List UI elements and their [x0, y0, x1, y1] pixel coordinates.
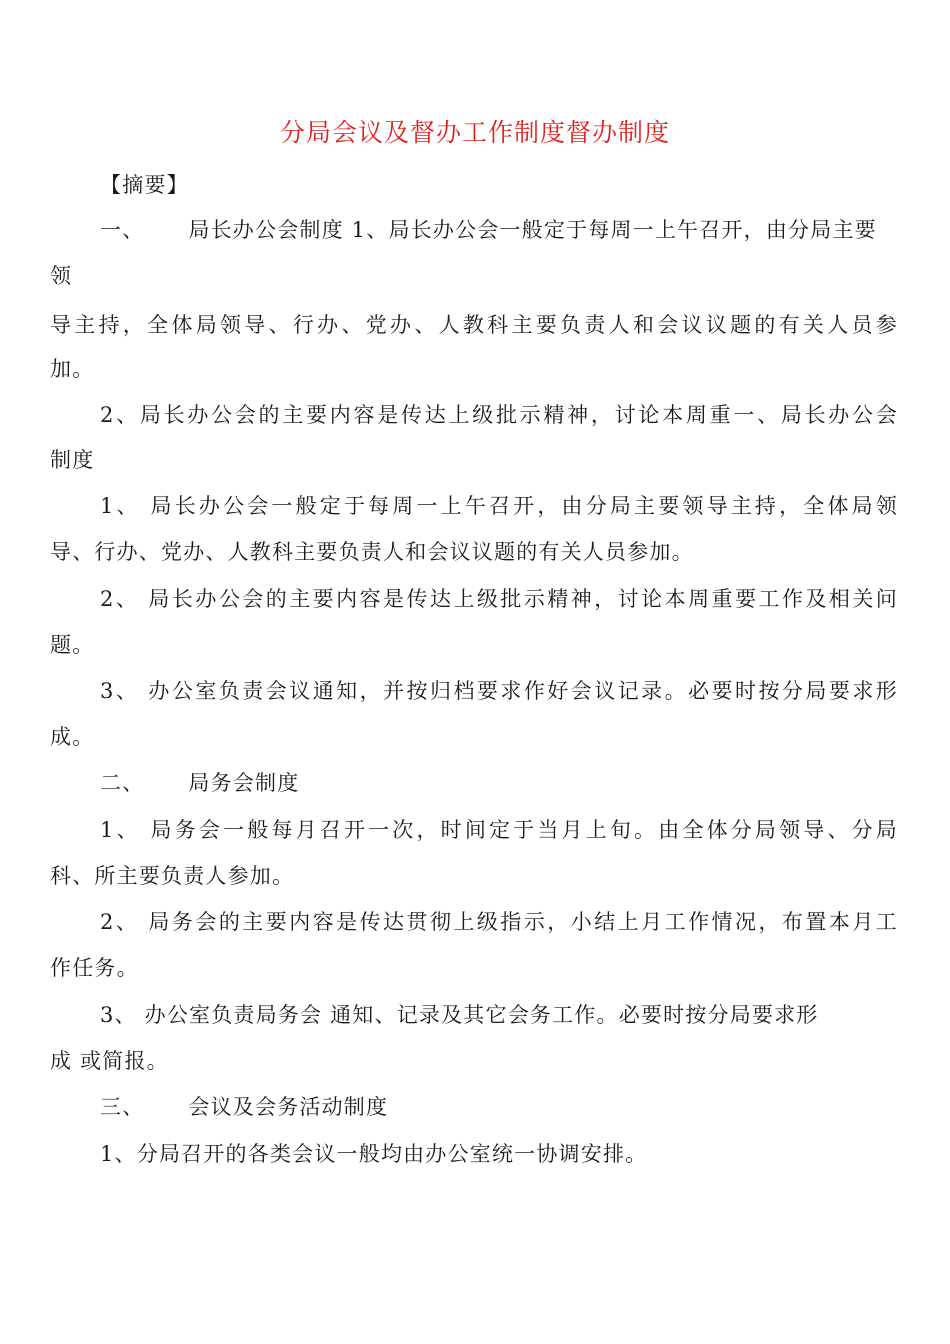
document-title: 分局会议及督办工作制度督办制度: [279, 118, 670, 147]
section-text: 会议及会务活动制度: [188, 1095, 389, 1119]
paragraph-line: 领: [50, 264, 73, 288]
paragraph-line: 成 或简报。: [50, 1049, 169, 1073]
abstract-label: 【摘要】: [100, 173, 189, 197]
paragraph-line: 2、 局务会的主要内容是传达贯彻上级指示，小结上月工作情况，布置本月工: [100, 910, 898, 934]
section-text: 局务会制度: [188, 771, 300, 795]
section-heading-1: [100, 215, 877, 245]
paragraph-line: 1、分局召开的各类会议一般均由办公室统一协调安排。: [100, 1142, 648, 1166]
section-number: 一、: [100, 218, 145, 242]
section-number: 三、: [100, 1095, 145, 1119]
section-number: 二、: [100, 771, 145, 795]
paragraph-line: 科、所主要负责人参加。: [50, 864, 295, 888]
paragraph-line: 成。: [50, 725, 95, 749]
paragraph-line: 2、 局长办公会的主要内容是传达上级批示精神，讨论本周重要工作及相关问: [100, 587, 898, 611]
section-heading-3: [100, 1092, 388, 1122]
paragraph-line: 加。: [50, 357, 95, 381]
paragraph-line: 制度: [50, 448, 95, 472]
paragraph-line: 导、行办、党办、人教科主要负责人和会议议题的有关人员参加。: [50, 540, 694, 564]
paragraph-line: 1、 局务会一般每月召开一次，时间定于当月上旬。由全体分局领导、分局: [100, 818, 898, 842]
paragraph-line: 2、局长办公会的主要内容是传达上级批示精神，讨论本周重一、局长办公会: [100, 403, 898, 427]
paragraph-line: 题。: [50, 633, 95, 657]
paragraph-line: 1、 局长办公会一般定于每周一上午召开，由分局主要领导主持，全体局领: [100, 494, 898, 518]
section-heading-2: [100, 768, 299, 798]
paragraph-line: 导主持，全体局领导、行办、党办、人教科主要负责人和会议议题的有关人员参: [50, 313, 898, 337]
paragraph-line: 3、 办公室负责会议通知，并按归档要求作好会议记录。必要时按分局要求形: [100, 679, 898, 703]
paragraph-line: 3、 办公室负责局务会 通知、记录及其它会务工作。必要时按分局要求形: [100, 1003, 819, 1027]
paragraph-line: 作任务。: [50, 956, 139, 980]
section-text: 局长办公会制度 1、局长办公会一般定于每周一上午召开，由分局主要: [188, 218, 877, 242]
